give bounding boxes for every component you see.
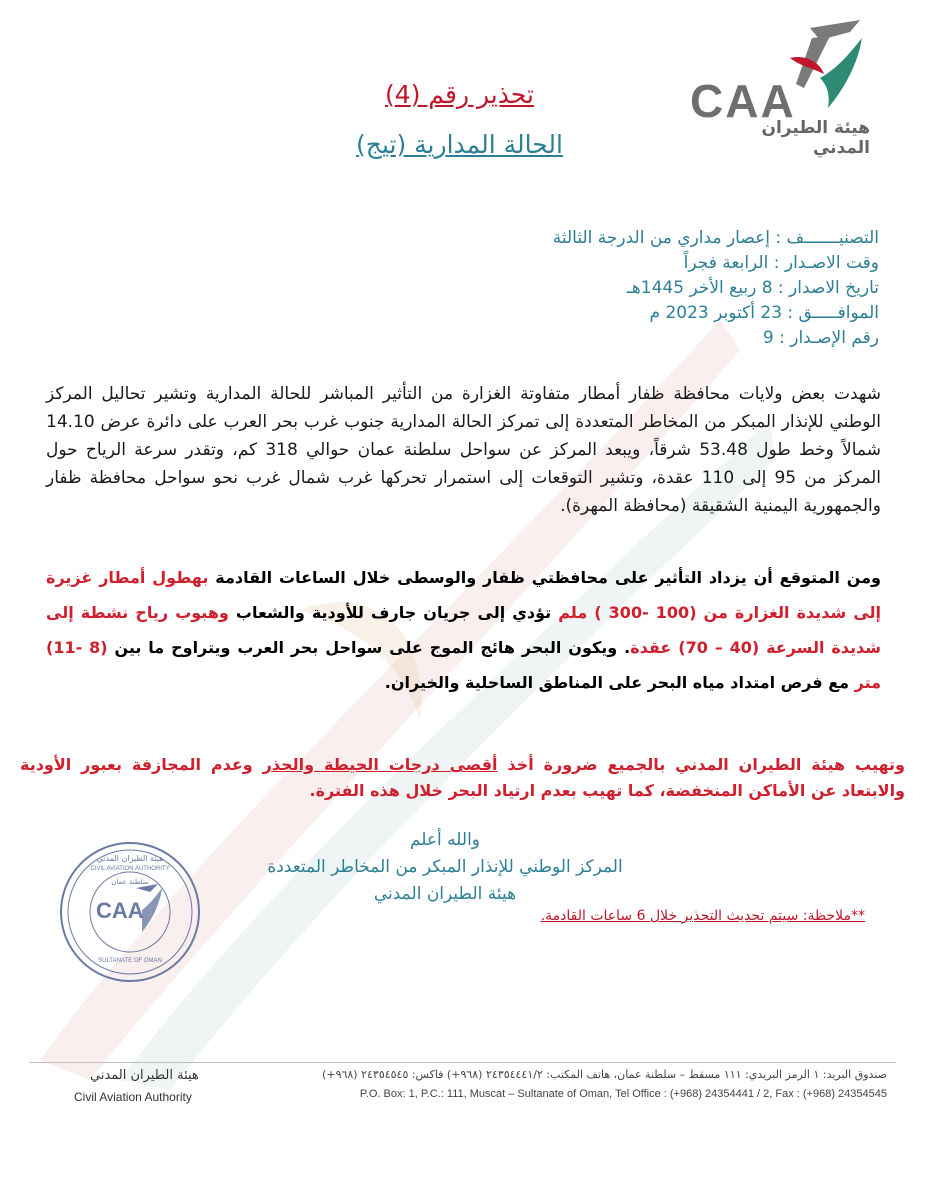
issuing-center: المركز الوطني للإنذار المبكر من المخاطر المتعددة (267, 857, 623, 877)
closing-line: والله أعلم (409, 830, 481, 850)
official-seal (58, 840, 202, 984)
wind-speed-text: وهبوب رياح نشطة إلى شديدة السرعة (40 – 70) عقدة (46, 603, 881, 657)
warning-title: تحذير رقم (4) (385, 80, 534, 109)
issuing-authority: هيئة الطيران المدني (373, 884, 517, 904)
advisory-paragraph: وتهيب هيئة الطيران المدني بالجميع ضرورة أخذ أقصى درجات الحيطة والحذر وعدم المجازفة بعبور الأودية والابتعاد عن الأماكن المنخفضة، كما تهيب بعدم ارتياد البحر خلال هذه الفترة. (20, 755, 905, 800)
forecast-paragraph: ومن المتوقع أن يزداد التأثير على محافظتي ظفار والوسطى خلال الساعات القادمة بهطول أمطار غزيرة إلى شديدة الغزارة من (100 -300 ) ملم تؤدي إلى جريان جارف للأودية والشعاب وهبوب رياح نشطة إلى شديدة السرعة (40 – 70) عقدة. ويكون البحر هائج الموج على سواحل بحر العرب ويتراوح ما بين (8 -11) متر مع فرص امتداد مياه البحر على المناطق الساحلية والخيران. (46, 568, 882, 692)
issue-date-line: تاريخ الاصدار : 8 ربيع الأخر 1445هـ (626, 278, 879, 298)
footer-authority-english: Civil Aviation Authority (74, 1090, 192, 1104)
wave-height-text: (8 -11) متر (46, 638, 881, 692)
classification-line: التصنيـــــــف : إعصار مداري من الدرجة الثالثة (552, 228, 879, 248)
caa-logo (680, 18, 870, 158)
footer-authority-arabic: هيئة الطيران المدني (90, 1068, 199, 1083)
seal-english: CIVIL AVIATION AUTHORITY (90, 866, 170, 872)
footer-divider (30, 1062, 896, 1063)
seal-center-text: CAA (96, 898, 144, 923)
issue-time-line: وقت الاصـدار : الرابعة فجراً (683, 253, 879, 273)
gregorian-date-line: الموافـــــق : 23 أكتوبر 2023 م (649, 303, 879, 323)
rain-amount-text: بهطول أمطار غزيرة إلى شديدة الغزارة من (100 -300 ) ملم (46, 568, 882, 622)
footer-address-english: P.O. Box: 1, P.C.: 111, Muscat – Sultanate of Oman, Tel Office : (+968) 24354441 / 2, Fax : (+968) 24354545 (359, 1088, 887, 1100)
caution-emphasis: أقصى درجات الحيطة والحذر (262, 755, 498, 774)
logo-arabic-text: هيئة الطيران المدني (761, 118, 870, 158)
footer-address-arabic: صندوق البريد: ١ الرمز البريدي: ١١١ مسقط – سلطنة عمان، هاتف المكتب: ٢٤٣٥٤٤٤١/٢ (٩٦٨+) فاكس: ٢٤٣٥٤٥٤٥ (٩٦٨+) (322, 1068, 887, 1081)
logo-text: CAA (690, 75, 796, 127)
seal-sub-arabic: سلطنة عمان (111, 878, 149, 886)
situation-paragraph: شهدت بعض ولايات محافظة ظفار أمطار متفاوتة الغزارة من التأثير المباشر للحالة المدارية وتشير تحاليل المركز الوطني للإنذار المبكر من المخاطر المتعددة إلى تمركز الحالة المدارية جنوب غرب بحر العرب على دائرة عرض 14.10 شمالاً وخط طول 53.48 شرقاً، ويبعد المركز عن سواحل سلطنة عمان حوالي 318 كم، وتقدر سرعة الرياح حول المركز من 95 إلى 110 عقدة، وتشير التوقعات إلى استمرار تحركها غرب شمال غرب نحو سواحل محافظة ظفار والجمهورية اليمنية الشقيقة (محافظة المهرة). (46, 384, 882, 516)
storm-name-title: الحالة المدارية (تيج) (356, 130, 563, 159)
issue-number-line: رقم الإصـدار : 9 (762, 328, 879, 348)
seal-bottom-text: SULTANATE OF OMAN (98, 958, 162, 964)
update-note: **ملاحظة: سيتم تحديث التحذير خلال 6 ساعات القادمة. (540, 908, 865, 924)
seal-arabic: هيئة الطيران المدني (96, 854, 164, 863)
